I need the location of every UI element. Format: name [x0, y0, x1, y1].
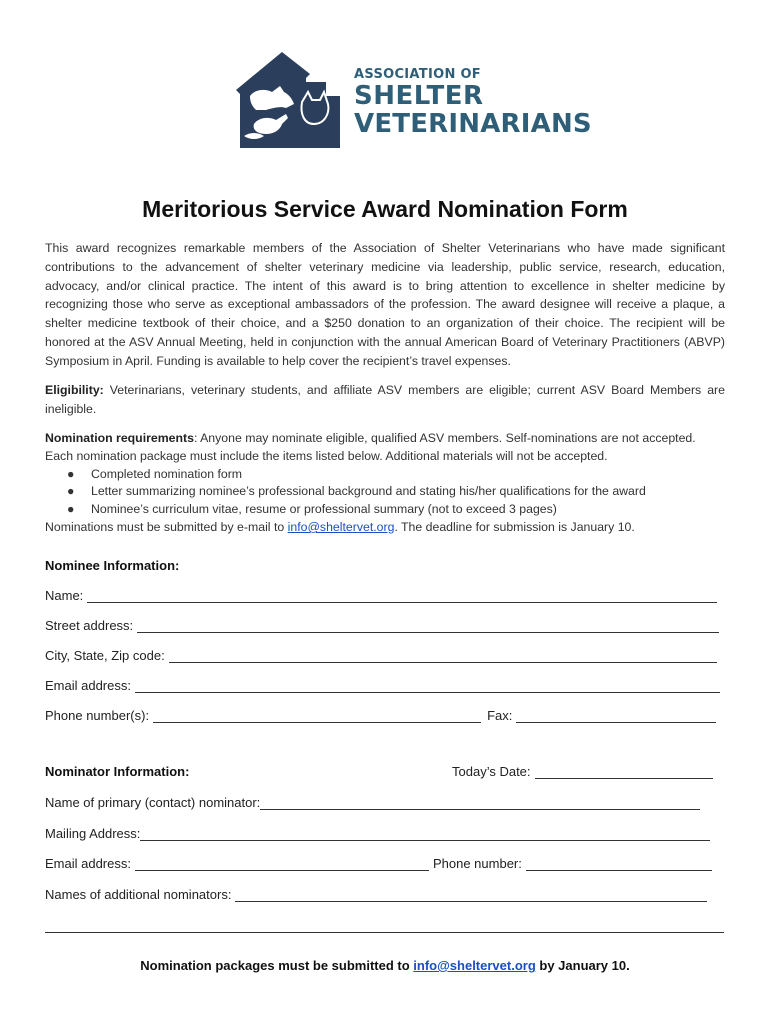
- additional-nominators-row: Names of additional nominators:: [45, 887, 707, 902]
- nominator-heading: Nominator Information:: [45, 764, 190, 779]
- mailing-address-field[interactable]: [140, 826, 710, 841]
- page-title: Meritorious Service Award Nomination Form: [142, 196, 628, 222]
- nominator-phone-field[interactable]: [526, 856, 712, 871]
- nominee-email-field[interactable]: [135, 678, 720, 693]
- additional-nominators-line[interactable]: [45, 932, 724, 933]
- footer-email-link[interactable]: info@sheltervet.org: [413, 958, 536, 973]
- todays-date-row: Today’s Date:: [452, 764, 713, 779]
- additional-nominators-field[interactable]: [235, 887, 707, 902]
- nominee-name-field[interactable]: [87, 588, 717, 603]
- list-item: ● Nominee’s curriculum vitae, resume or professional summary (not to exceed 3 pages): [91, 501, 725, 519]
- mailing-address-row: Mailing Address:: [45, 826, 710, 841]
- nominee-street-field[interactable]: [137, 618, 719, 633]
- list-item: ● Completed nomination form: [91, 466, 725, 484]
- asv-logo: [236, 52, 592, 152]
- eligibility-label: Eligibility:: [45, 383, 104, 397]
- logo-line-1: ASSOCIATION OF: [354, 67, 481, 82]
- logo-line-3: VETERINARIANS: [354, 109, 592, 139]
- submission-note: Nominations must be submitted by e-mail to info@sheltervet.org. The deadline for submission is January 10.: [45, 519, 635, 534]
- nominee-heading: Nominee Information:: [45, 558, 180, 573]
- logo-line-2: SHELTER: [354, 81, 484, 111]
- house-animals-logo-icon: [236, 52, 354, 152]
- nominee-email-row: Email address:: [45, 678, 720, 693]
- footer-note: Nomination packages must be submitted to info@sheltervet.org by January 10.: [140, 958, 630, 973]
- requirements-section: [45, 430, 725, 537]
- eligibility-paragraph: [45, 381, 725, 419]
- nominee-city-field[interactable]: [169, 648, 717, 663]
- primary-nominator-row: Name of primary (contact) nominator:: [45, 795, 700, 810]
- todays-date-field[interactable]: [535, 764, 713, 779]
- email-link[interactable]: info@sheltervet.org: [287, 519, 395, 534]
- nominee-city-row: City, State, Zip code:: [45, 648, 717, 663]
- primary-nominator-field[interactable]: [260, 795, 700, 810]
- bullet-icon: ●: [67, 484, 75, 499]
- bullet-icon: ●: [67, 466, 75, 481]
- bullet-icon: ●: [67, 502, 75, 517]
- list-item: ● Letter summarizing nominee’s professional background and stating his/her qualifications for the award: [91, 483, 725, 501]
- requirements-label: Nomination requirements: [45, 431, 194, 445]
- nominator-email-field[interactable]: [135, 856, 429, 871]
- requirements-text: : Anyone may nominate eligible, qualified ASV members. Self-nominations are not accepted. Each nomination package must include the items listed below. Additional materials will not be accepted.: [45, 431, 696, 463]
- nominator-email-row: Email address: Phone number:: [45, 856, 712, 871]
- requirements-list: [45, 466, 725, 519]
- intro-paragraph: This award recognizes remarkable members of the Association of Shelter Veterinarians who have made significant contributions to the advancement of shelter veterinary medicine via leadership, public service, research, education, advocacy, and/or clinical practice. The intent of this award is to bring attention to excellence in shelter medicine by recognizing those who serve as exceptional ambassadors of the profession. The award designee will receive a plaque, a shelter medicine textbook of their choice, and a $250 donation to an organization of their choice. The recipient will be honored at the ASV Annual Meeting, held in conjunction with the annual American Board of Veterinary Practitioners (ABVP) Symposium in April. Funding is available to help cover the recipient’s travel expenses.: [45, 241, 725, 368]
- nominee-fax-field[interactable]: [516, 708, 716, 723]
- nominee-name-row: Name:: [45, 588, 717, 603]
- eligibility-text: Veterinarians, veterinary students, and affiliate ASV members are eligible; current ASV Board Members are ineligible.: [45, 383, 725, 416]
- nominee-phone-field[interactable]: [153, 708, 481, 723]
- nominee-street-row: Street address:: [45, 618, 719, 633]
- nominee-phone-row: Phone number(s): Fax:: [45, 708, 716, 723]
